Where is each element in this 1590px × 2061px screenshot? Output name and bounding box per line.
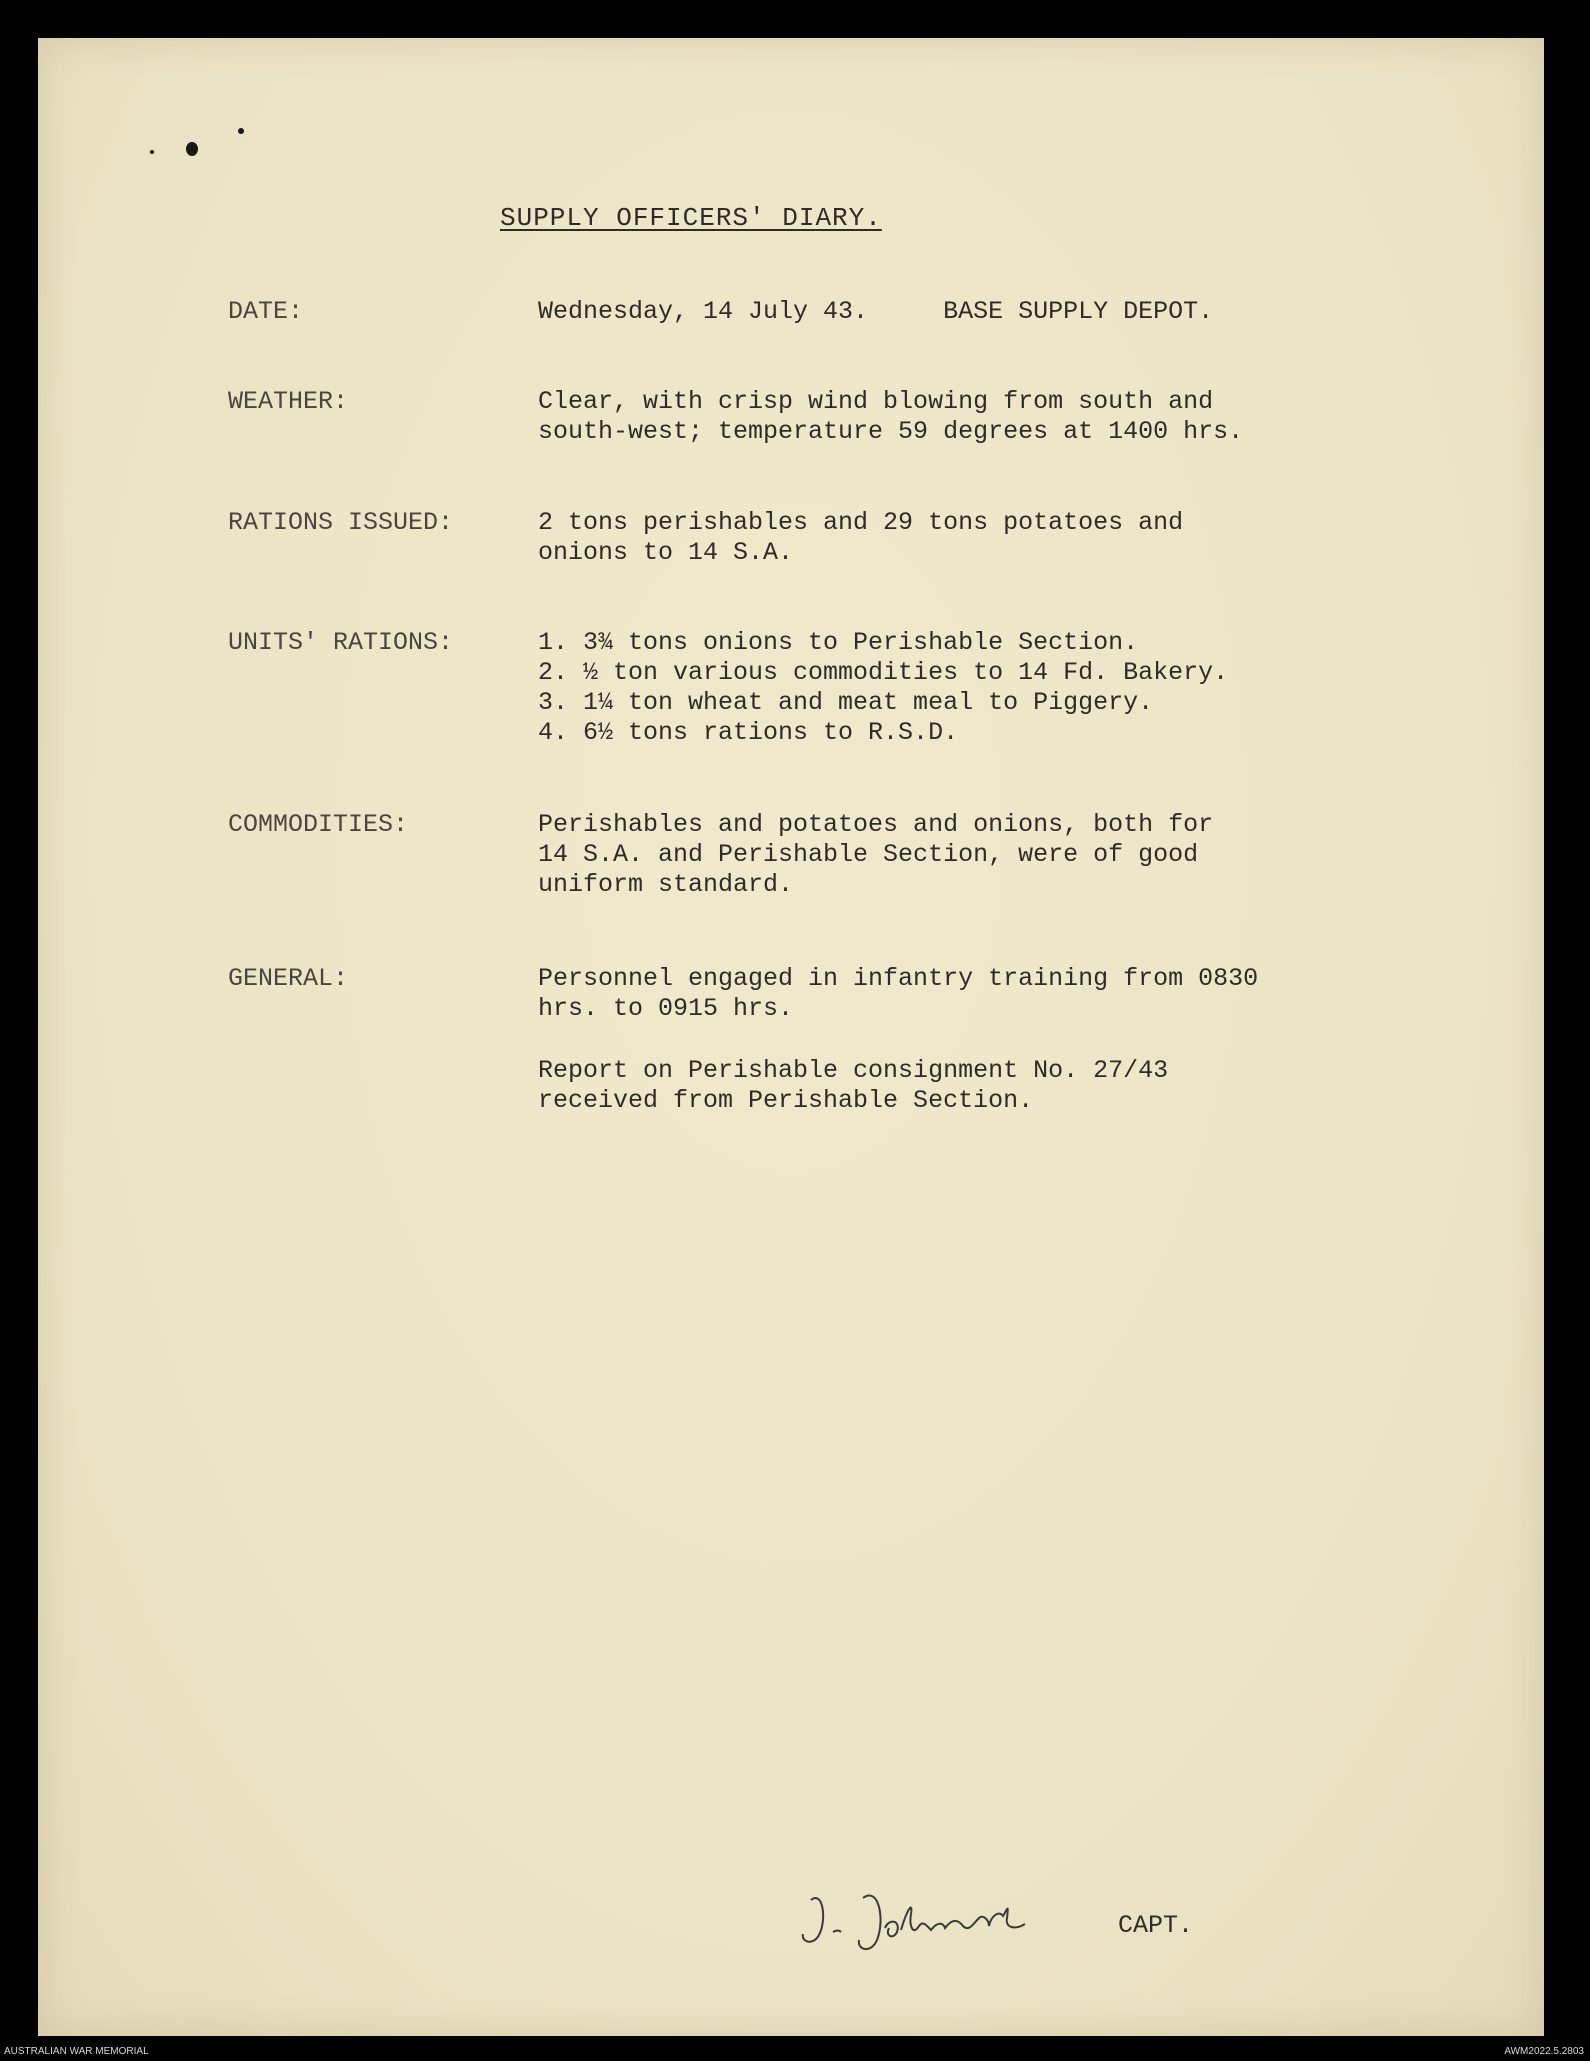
weather-value: Clear, with crisp wind blowing from south and south-west; temperature 59 degrees at 1400 hrs. [538,387,1244,446]
punch-hole-mark [186,142,198,156]
report-paragraph: Report on Perishable consignment No. 27/43 received from Perishable Section. [538,1056,1169,1115]
archive-credit: AUSTRALIAN WAR MEMORIAL [4,2046,149,2057]
punch-hole-mark-tiny [150,150,154,154]
handwritten-signature [793,1880,1113,1960]
units-rations-list [538,628,1228,748]
archive-reference: AWM2022.5.2803 [1504,2046,1584,2057]
rations-issued-value: 2 tons perishables and 29 tons potatoes and onions to 14 S.A. [538,508,1184,567]
general-label: GENERAL: [228,964,349,993]
rations-issued-label: RATIONS ISSUED: [228,508,454,537]
units-rations-item: 3. 1¼ ton wheat and meat meal to Piggery. [538,688,1154,717]
date-value: Wednesday, 14 July 43. BASE SUPPLY DEPOT. [538,297,1214,326]
document-title: SUPPLY OFFICERS' DIARY. [500,203,882,233]
units-rations-label: UNITS' RATIONS: [228,628,454,657]
commodities-value: Perishables and potatoes and onions, both for 14 S.A. and Perishable Section, were of good uniform standard. [538,810,1214,899]
units-rations-item: 4. 6½ tons rations to R.S.D. [538,718,959,747]
units-rations-item: 1. 3¾ tons onions to Perishable Section. [538,628,1139,657]
units-rations-item: 2. ½ ton various commodities to 14 Fd. Bakery. [538,658,1229,687]
document-page [38,38,1544,2036]
weather-label: WEATHER: [228,387,349,416]
general-value: Personnel engaged in infantry training from 0830 hrs. to 0915 hrs. [538,964,1259,1023]
commodities-label: COMMODITIES: [228,810,409,839]
date-label: DATE: [228,297,304,326]
signature-rank: CAPT. [1118,1911,1194,1940]
punch-hole-mark-small [238,128,244,134]
